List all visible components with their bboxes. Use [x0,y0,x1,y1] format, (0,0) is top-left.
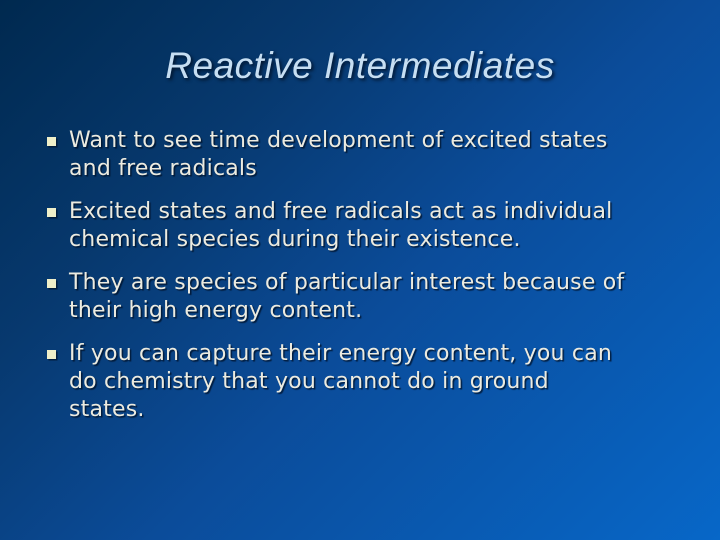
bullet-text [69,269,624,325]
bullet-line: their high energy content. [69,298,363,323]
list-item [47,127,710,183]
bullet-line: Excited states and free radicals act as individual [69,199,613,224]
bullet-square-icon [47,279,56,288]
bullet-line: and free radicals [69,156,257,181]
bullet-line: They are species of particular interest because of [69,270,625,295]
bullet-line: states. [69,397,145,422]
bullet-square-icon [47,208,56,217]
list-item [47,198,710,254]
bullet-square-icon [47,137,56,146]
bullet-text [69,127,608,183]
bullet-text [69,340,612,424]
bullet-line: If you can capture their energy content, you can [69,341,613,366]
bullet-line: do chemistry that you cannot do in ground [69,369,549,394]
bullet-list [47,127,710,439]
bullet-line: Want to see time development of excited states [69,128,608,153]
bullet-line: chemical species during their existence. [69,227,521,252]
bullet-square-icon [47,350,56,359]
list-item [47,340,710,424]
slide-title: Reactive Intermediates [165,45,555,86]
bullet-text [69,198,612,254]
list-item [47,269,710,325]
